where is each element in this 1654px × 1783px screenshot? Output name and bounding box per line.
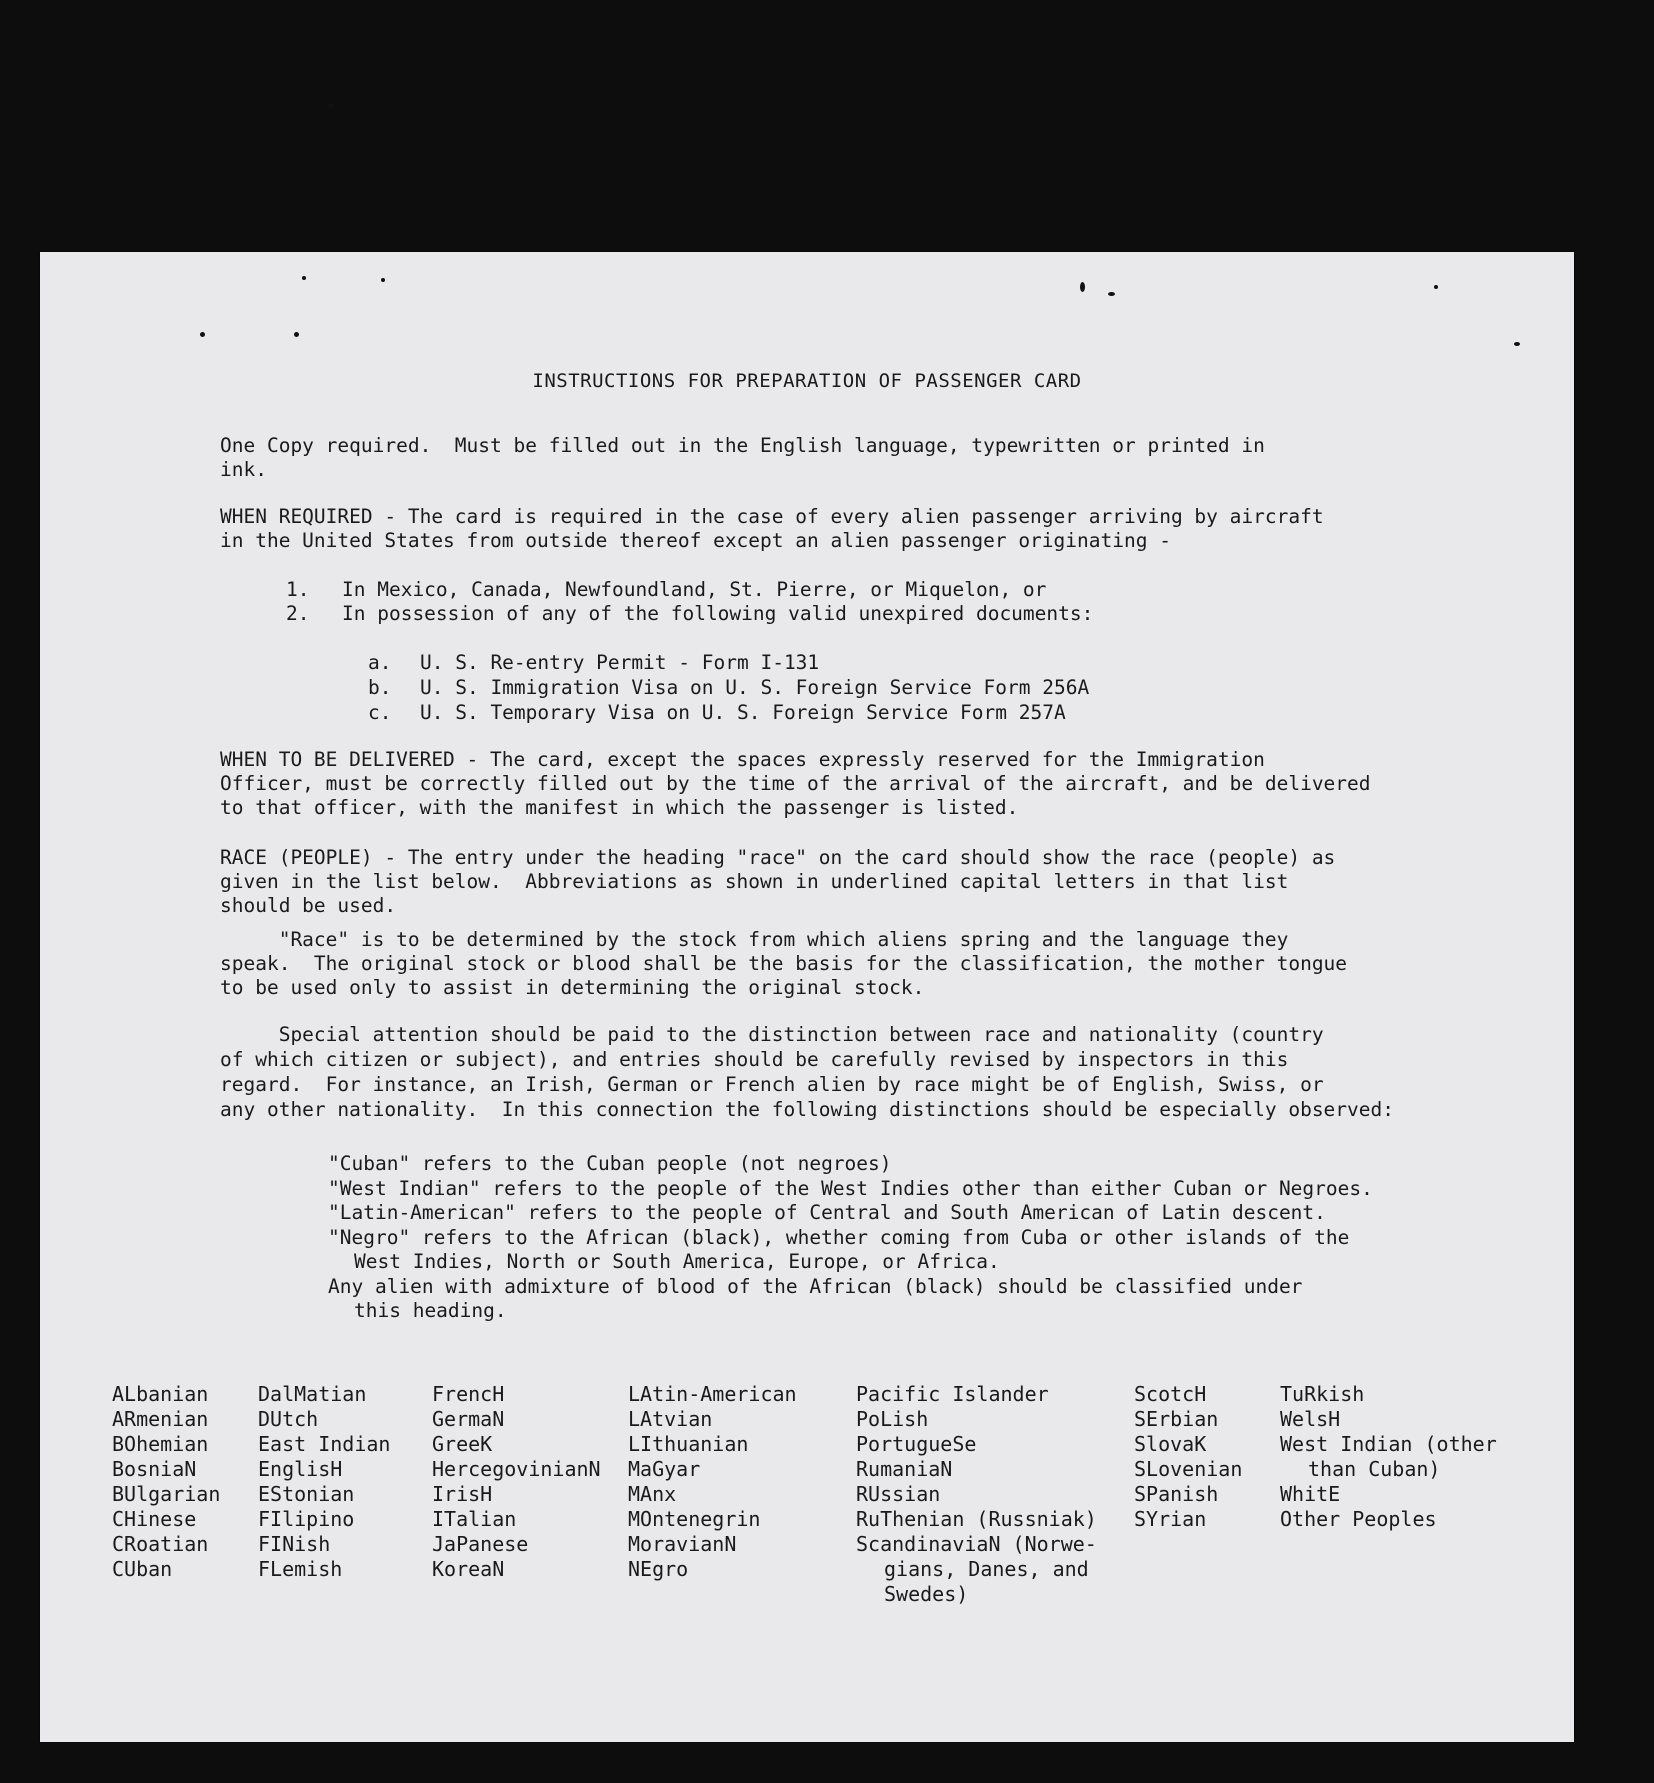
race-item: RuThenian (Russniak)	[856, 1507, 1097, 1531]
race-item: SErbian	[1134, 1407, 1219, 1431]
race-item: RumaniaN	[856, 1457, 953, 1481]
race-item: IrisH	[432, 1482, 493, 1506]
race-item: EStonian	[258, 1482, 355, 1506]
scan-speck	[1080, 282, 1085, 292]
race-item: BUlgarian	[112, 1482, 221, 1506]
list-item: a. U. S. Re-entry Permit - Form I-131	[368, 651, 820, 674]
document-page	[40, 252, 1574, 1742]
race-item: ALbanian	[112, 1382, 209, 1406]
race-item: FrencH	[432, 1382, 505, 1406]
race-item: Other Peoples	[1280, 1507, 1437, 1531]
race-column-7	[1280, 1382, 1497, 1532]
list-item: 1. In Mexico, Canada, Newfoundland, St. Pierre, or Miquelon, or	[286, 578, 1047, 601]
race-item: MOntenegrin	[628, 1507, 761, 1531]
list-item: b. U. S. Immigration Visa on U. S. Foreign Service Form 256A	[368, 676, 1090, 699]
race-item: PortugueSe	[856, 1432, 977, 1456]
race-item: than Cuban)	[1308, 1457, 1441, 1481]
race-item: ARmenian	[112, 1407, 209, 1431]
scan-speck	[302, 276, 306, 280]
scan-speck	[381, 278, 385, 282]
race-item: HercegovinianN	[432, 1457, 601, 1481]
race-column-5	[856, 1382, 1097, 1607]
race-item: KoreaN	[432, 1557, 505, 1581]
race-item: DalMatian	[258, 1382, 367, 1406]
race-item: ScandinaviaN (Norwe-	[856, 1532, 1097, 1556]
list-item: Any alien with admixture of blood of the African (black) should be classified under this heading.	[328, 1274, 1303, 1322]
list-item: "Cuban" refers to the Cuban people (not negroes)	[328, 1152, 892, 1175]
scan-speck	[200, 332, 205, 337]
race-item: DUtch	[258, 1407, 319, 1431]
race-item: FIlipino	[258, 1507, 355, 1531]
race-item: ITalian	[432, 1507, 517, 1531]
race-item: LAtin-American	[628, 1382, 797, 1406]
race-item: MaGyar	[628, 1457, 701, 1481]
race-item: WelsH	[1280, 1407, 1341, 1431]
race-item: CRoatian	[112, 1532, 209, 1556]
race-item: EnglisH	[258, 1457, 343, 1481]
race-item: FINish	[258, 1532, 331, 1556]
special-attention-paragraph: Special attention should be paid to the distinction between race and nationality (country of which citizen or subject), and entries should be carefully revised by inspectors in this regard. For instance, an Irish, German or French alien by race might be of English, Swiss, or any other nationality. In this connection the following distinctions should be especially observed:	[220, 1023, 1394, 1121]
scan-speck	[1514, 342, 1520, 346]
when-required-paragraph: WHEN REQUIRED - The card is required in the case of every alien passenger arriving by aircraft in the United States from outside thereof except an alien passenger originating -	[220, 505, 1324, 552]
race-item: PoLish	[856, 1407, 929, 1431]
race-item: Swedes)	[884, 1582, 969, 1606]
race-column-4	[628, 1382, 797, 1582]
race-column-1	[112, 1382, 220, 1582]
race-item: FLemish	[258, 1557, 343, 1581]
race-item: NEgro	[628, 1557, 689, 1581]
when-delivered-paragraph: WHEN TO BE DELIVERED - The card, except the spaces expressly reserved for the Immigration Officer, must be correctly filled out by the time of the arrival of the aircraft, and be delivered to that officer, with the manifest in which the passenger is listed.	[220, 748, 1371, 819]
list-item: 2. In possession of any of the following valid unexpired documents:	[286, 602, 1094, 625]
race-item: gians, Danes, and	[884, 1557, 1089, 1581]
list-item: "Negro" refers to the African (black), whether coming from Cuba or other islands of the West Indies, North or South America, Europe, or Africa.	[328, 1225, 1350, 1273]
scan-speck	[1108, 292, 1115, 296]
intro-paragraph: One Copy required. Must be filled out in the English language, typewritten or printed in ink.	[220, 434, 1265, 481]
race-item: GreeK	[432, 1432, 493, 1456]
race-item: SYrian	[1134, 1507, 1207, 1531]
race-item: Pacific Islander	[856, 1382, 1049, 1406]
page-title: INSTRUCTIONS FOR PREPARATION OF PASSENGER CARD	[532, 370, 1082, 392]
race-item: MoravianN	[628, 1532, 737, 1556]
origin-list	[286, 578, 1093, 626]
race-item: MAnx	[628, 1482, 677, 1506]
scan-speck	[1434, 285, 1438, 289]
race-item: LIthuanian	[628, 1432, 749, 1456]
race-item: SlovaK	[1134, 1432, 1207, 1456]
race-item: CUban	[112, 1557, 173, 1581]
race-item: WhitE	[1280, 1482, 1341, 1506]
scan-speck	[328, 103, 334, 108]
document-list	[368, 650, 1089, 725]
race-column-2	[258, 1382, 390, 1582]
race-item: GermaN	[432, 1407, 505, 1431]
race-column-6	[1134, 1382, 1242, 1532]
race-item: East Indian	[258, 1432, 391, 1456]
race-item: TuRkish	[1280, 1382, 1365, 1406]
race-item: JaPanese	[432, 1532, 529, 1556]
race-people-paragraph: RACE (PEOPLE) - The entry under the heading "race" on the card should show the race (people) as given in the list below. Abbreviations as shown in underlined capital letters in that list should be used.	[220, 846, 1336, 917]
race-item: BOhemian	[112, 1432, 209, 1456]
scan-speck	[294, 332, 299, 337]
distinction-list	[328, 1152, 1373, 1324]
race-column-3	[432, 1382, 601, 1582]
list-item: c. U. S. Temporary Visa on U. S. Foreign Service Form 257A	[368, 701, 1066, 724]
race-item: BosniaN	[112, 1457, 197, 1481]
race-item: SLovenian	[1134, 1457, 1243, 1481]
race-item: RUssian	[856, 1482, 941, 1506]
race-determined-paragraph: "Race" is to be determined by the stock from which aliens spring and the language they speak. The original stock or blood shall be the basis for the classification, the mother tongue to be used only to assist in determining the original stock.	[220, 928, 1348, 999]
race-item: West Indian (other	[1280, 1432, 1497, 1456]
race-item: CHinese	[112, 1507, 197, 1531]
race-item: LAtvian	[628, 1407, 713, 1431]
list-item: "West Indian" refers to the people of the West Indies other than either Cuban or Negroes.	[328, 1176, 1373, 1200]
race-item: SPanish	[1134, 1482, 1219, 1506]
list-item: "Latin-American" refers to the people of Central and South American of Latin descent.	[328, 1201, 1326, 1224]
race-item: ScotcH	[1134, 1382, 1207, 1406]
